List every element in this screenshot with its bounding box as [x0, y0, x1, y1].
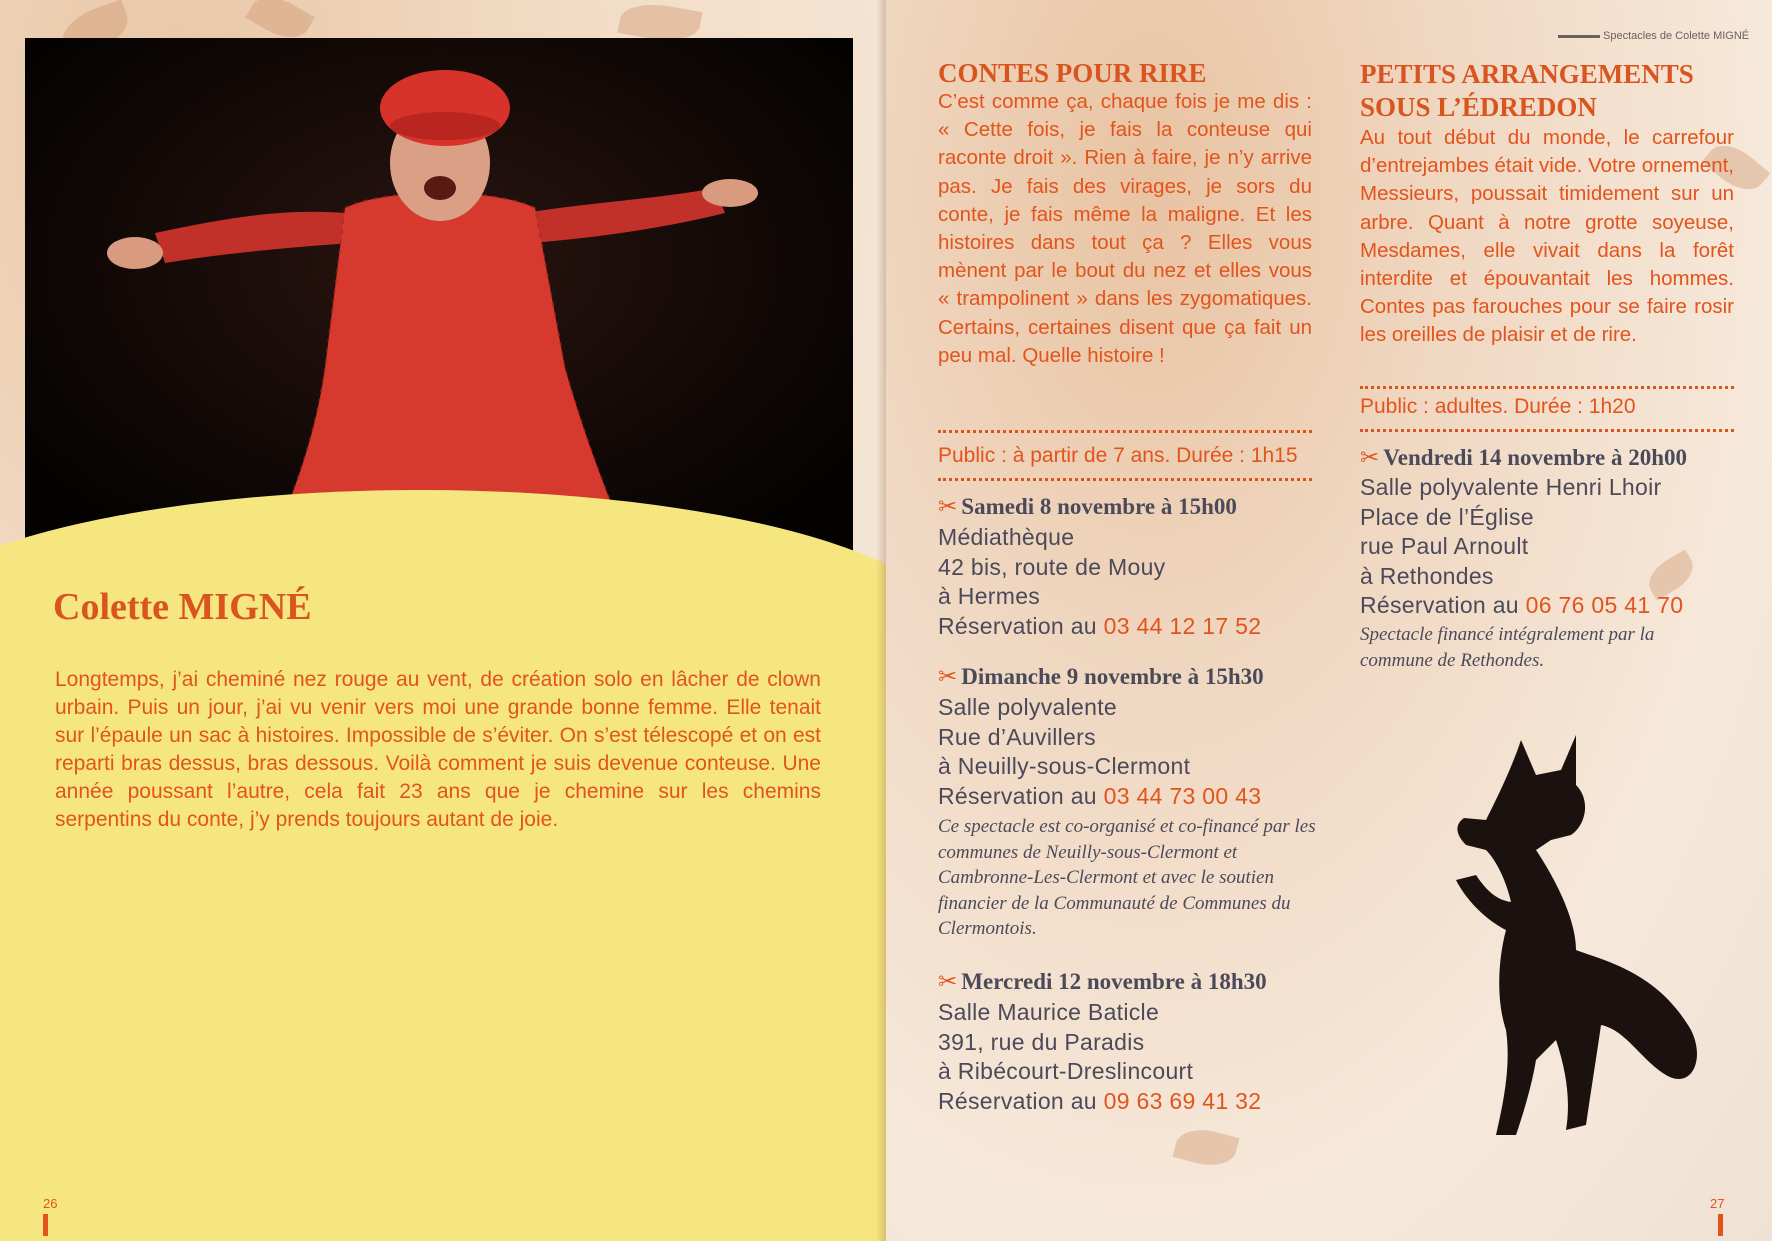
date-text: Dimanche 9 novembre à 15h30 [961, 664, 1264, 689]
show1-date-1 [938, 494, 1237, 520]
show2-title-line1: PETITS ARRANGEMENTS [1360, 59, 1694, 89]
page-marker-right [1718, 1214, 1723, 1236]
show2-title [1360, 58, 1694, 124]
reservation-label: Réservation au [938, 782, 1097, 809]
show1-venue-1 [938, 523, 1261, 641]
scissors-icon: ✂ [938, 494, 958, 520]
reservation [938, 612, 1261, 642]
page-number-right: 27 [1710, 1196, 1725, 1211]
scissors-icon: ✂ [1360, 445, 1380, 471]
show2-public: Public : adultes. Durée : 1h20 [1360, 395, 1636, 418]
reservation [938, 782, 1261, 812]
show1-description: C’est comme ça, chaque fois je me dis : « Cette fois, je fais la conteuse qui raconte droit ». Rien à faire, je n’y arrive pas. Je fais des virages, je sors du conte, je fais même la maligne. Et les histoires dans tout ça ? Elles vous mènent par le bout du nez et elles vous « trampolinent » dans les zygomatiques. Certains, certaines disent que ça fait un peu mal. Quelle histoire ! [938, 90, 1312, 367]
town: à Hermes [938, 583, 1041, 609]
town: à Neuilly-sous-Clermont [938, 753, 1191, 779]
show2-funding-note: Spectacle financé intégralement par la commune de Rethondes. [1360, 624, 1655, 671]
date-text: Mercredi 12 novembre à 18h30 [961, 969, 1267, 994]
leaf-decoration [1172, 1123, 1239, 1172]
page-marker-left [43, 1214, 48, 1236]
running-title-text: Spectacles de Colette MIGNÉ [1603, 30, 1750, 42]
show1-date-3 [938, 969, 1267, 995]
reservation-label: Réservation au [938, 612, 1097, 639]
reservation-label: Réservation au [938, 1087, 1097, 1114]
show1-venue-2 [938, 693, 1261, 811]
right-page [886, 0, 1772, 1241]
show2-description: Au tout début du monde, le carrefour d’entrejambes était vide. Votre ornement, Messieurs, poussait timidement sur un arbre. Quant à notre grotte soyeuse, Mesdames, elle vivait dans la forêt interdite et épouvantait les hommes. Contes pas farouches pour se faire rosir les oreilles de plaisir et de rire. [1360, 126, 1734, 347]
scissors-icon: ✂ [938, 664, 958, 690]
running-title [1558, 30, 1749, 42]
divider [938, 430, 1312, 433]
show1-public: Public : à partir de 7 ans. Durée : 1h15 [938, 444, 1298, 467]
page-number-left: 26 [43, 1196, 58, 1211]
address: 391, rue du Paradis [938, 1028, 1145, 1055]
town: à Rethondes [1360, 562, 1494, 589]
show2-venue [1360, 473, 1683, 621]
reservation [938, 1087, 1261, 1117]
artist-name: Colette MIGNÉ [53, 586, 312, 628]
venue: Salle Maurice Baticle [938, 999, 1160, 1025]
wolf-silhouette [1426, 730, 1706, 1150]
show1-date-2 [938, 664, 1264, 690]
divider [938, 478, 1312, 481]
address: 42 bis, route de Mouy [938, 553, 1166, 580]
address: rue Paul Arnoult [1360, 533, 1529, 559]
reservation-label: Réservation au [1360, 592, 1519, 618]
divider [1360, 386, 1734, 389]
show1-title: CONTES POUR RIRE [938, 58, 1207, 88]
venue: Médiathèque [938, 524, 1075, 550]
show1-funding-note: Ce spectacle est co-organisé et co-financé par les communes de Neuilly-sous-Clermont et Cambronne-Les-Clermont et avec le soutien financier de la Communauté de Communes du Clermontois. [938, 816, 1316, 939]
show2-title-line2: SOUS L’ÉDREDON [1360, 92, 1597, 122]
place: Place de l’Église [1360, 503, 1534, 530]
divider [1360, 429, 1734, 432]
phone-number: 03 44 12 17 52 [1103, 612, 1262, 639]
date-text: Vendredi 14 novembre à 20h00 [1383, 445, 1687, 470]
venue: Salle polyvalente Henri Lhoir [1360, 474, 1662, 500]
running-title-rule [1558, 35, 1600, 38]
town: à Ribécourt-Dreslincourt [938, 1058, 1194, 1084]
date-text: Samedi 8 novembre à 15h00 [961, 494, 1237, 519]
phone-number: 09 63 69 41 32 [1103, 1087, 1262, 1114]
show2-date [1360, 445, 1687, 471]
address: Rue d’Auvillers [938, 723, 1096, 750]
venue: Salle polyvalente [938, 694, 1117, 720]
phone-number: 06 76 05 41 70 [1525, 592, 1684, 618]
artist-bio: Longtemps, j’ai cheminé nez rouge au vent, de création solo en lâcher de clown urbain. Puis un jour, j’ai vu venir vers moi une grande bonne femme. Elle tenait sur l’épaule un sac à histoires. Impossible de s’éviter. On s’est télescopé et on est reparti bras dessus, bras dessous. Voilà comment je suis devenue conteuse. Une année poussant l’autre, cela fait 23 ans que je chemine sur les chemins serpentins du conte, j’y prends toujours autant de joie. [55, 668, 821, 831]
show1-venue-3 [938, 998, 1261, 1116]
scissors-icon: ✂ [938, 969, 958, 995]
phone-number: 03 44 73 00 43 [1103, 782, 1262, 809]
reservation [1360, 591, 1683, 621]
